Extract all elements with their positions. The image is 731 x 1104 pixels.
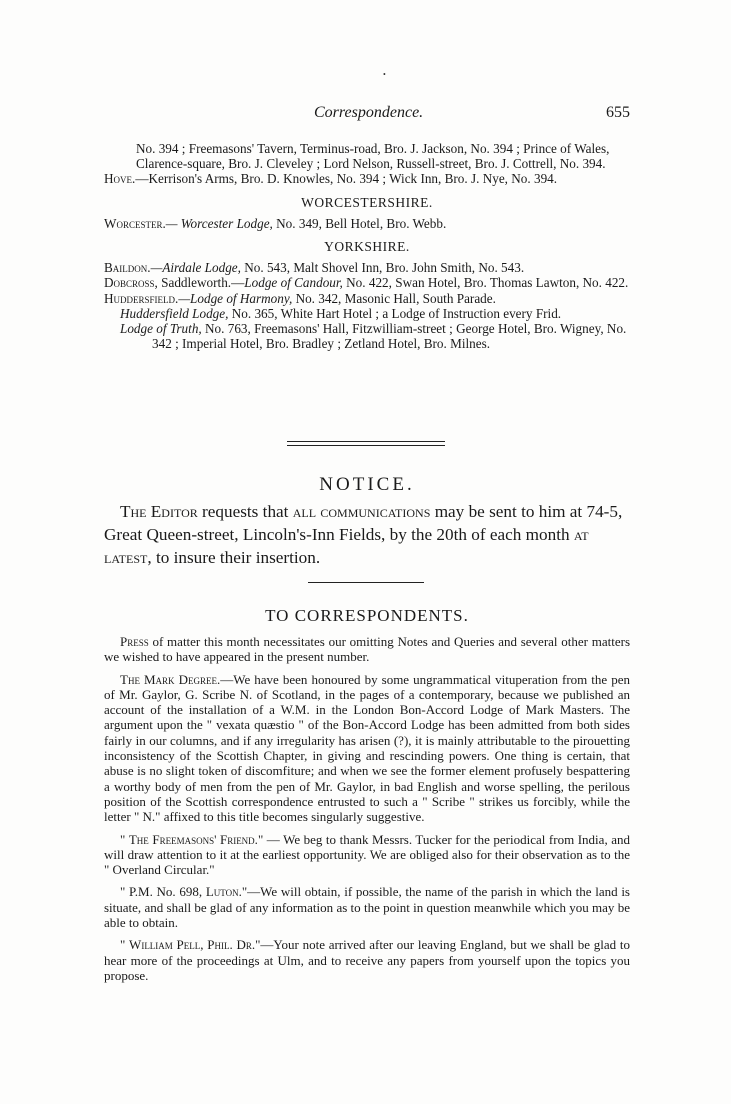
lodge-name: Lodge of Truth, xyxy=(120,321,202,337)
lodge-name: —Lodge of Harmony, xyxy=(178,290,293,306)
place-name: Baildon. xyxy=(104,260,151,276)
lead-word: The Mark Degree. xyxy=(120,671,221,687)
entry-text: No. 763, Freemasons' Hall, Fitzwilliam-street ; George Hotel, Bro. Wigney, No. 342 ; Imperial Hotel, Bro. Bradley ; Zetland Hotel, Bro. Milnes. xyxy=(152,321,627,352)
entry-pre: Saddleworth.— xyxy=(157,275,245,291)
paragraph-text: "—We will obtain, if possible, the name of the parish in which the land is situate, and shall be glad of any information as to the point in question meanwhile which you may be able to obtain. xyxy=(104,884,630,931)
lead-word: The Freemasons' Friend. xyxy=(128,831,258,847)
entry-text: No. 349, Bell Hotel, Bro. Webb. xyxy=(272,215,447,231)
continuation-entry: No. 394 ; Freemasons' Tavern, Terminus-road, Bro. J. Jackson, No. 394 ; Prince of Wales, Clarence-square, Bro. J. Cleveley ; Lord Nelson, Russell-street, Bro. J. Cottrell, No. 394. xyxy=(136,141,610,172)
paragraph-william-pell xyxy=(104,937,630,983)
paragraph-mark-degree xyxy=(104,672,630,825)
quote-open: " P.M. No. 698, xyxy=(120,884,206,900)
entry-baildon xyxy=(104,260,630,275)
paragraph-text: " — We beg to thank Messrs. Tucker for the periodical from India, and will draw attention to it at the earliest opportunity. We are obliged also for their observation as to the " Overland Circular." xyxy=(104,831,630,878)
county-heading-yorkshire: YORKSHIRE. xyxy=(324,239,410,255)
lodge-name: Huddersfield Lodge, xyxy=(120,305,229,321)
place-name: Huddersfield. xyxy=(104,290,179,306)
quote-open: " xyxy=(120,831,129,847)
paragraph-luton xyxy=(104,884,630,930)
notice-part: requests that xyxy=(197,502,293,521)
lodge-name: —Airdale Lodge, xyxy=(150,260,241,276)
lead-word: Press xyxy=(120,634,149,649)
double-rule-bottom xyxy=(287,445,445,446)
notice-part: to insure their insertion. xyxy=(151,548,321,567)
lodge-name: Lodge of Candour, xyxy=(244,275,343,291)
paragraph-text: of matter this month necessitates our omitting Notes and Queries and several other matters we wished to have appeared in the present number. xyxy=(104,634,630,665)
place-name: Hove. xyxy=(104,171,136,187)
lead-word: William Pell, Phil. Dr. xyxy=(129,937,256,953)
entry-worcester xyxy=(104,216,630,231)
notice-at-latest: at latest, xyxy=(104,525,589,567)
section-rule xyxy=(308,582,424,583)
running-title: Correspondence. xyxy=(314,104,424,121)
paragraph-text: —We have been honoured by some ungrammatical vituperation from the pen of Mr. Gaylor, G. Scribe N. of Scotland, in the pages of a contemporary, because we published an account of the installation of a W.M. in the London Bon-Accord Lodge of Mark Masters. The argument upon the " vexata quæstio " of the Bon-Accord Lodge has been admitted from both sides fairly in our columns, and if any irregularity has arisen (?), it is mainly attributable to the pirouetting inconsistency of the Scottish Chapter, in giving and rescinding powers. One thing is certain, that abuse is no slight token of discomfiture; and when we see the former element profusely bespattering a worthy body of men from the pen of Mr. Gaylor, in bad English and worse spelling, the perilous position of the Scottish correspondence entrusted to such a " Scribe " strikes us forcibly, while the letter " N." affixed to this title becomes singularly suggestive. xyxy=(104,671,631,825)
place-name: Dobcross, xyxy=(104,275,158,291)
place-name: Worcester. xyxy=(104,215,166,231)
entry-text: No. 422, Swan Hotel, Bro. Thomas Lawton, No. 422. xyxy=(342,275,629,291)
entry-lodge-of-truth xyxy=(104,321,630,351)
double-rule-top xyxy=(287,441,445,442)
correspondents-section xyxy=(104,634,630,990)
notice-communications: all communications xyxy=(292,502,431,521)
entry-text: No. 543, Malt Shovel Inn, Bro. John Smith, No. 543. xyxy=(240,260,525,276)
entry-text: No. 342, Masonic Hall, South Parade. xyxy=(292,290,496,306)
correspondents-heading: TO CORRESPONDENTS. xyxy=(265,606,469,625)
entry-huddersfield-lodge xyxy=(104,306,630,321)
lodge-name: — Worcester Lodge, xyxy=(165,215,273,231)
paragraph-freemasons-friend xyxy=(104,832,630,878)
quote-open: " xyxy=(120,937,130,953)
entry-hove xyxy=(104,171,630,186)
notice-editor: The Editor xyxy=(120,502,198,521)
page-number: 655 xyxy=(606,104,630,121)
ornament-mark: • xyxy=(383,70,386,79)
paragraph-press xyxy=(104,634,630,665)
paragraph-text: "—Your note arrived after our leaving England, but we shall be glad to hear more of the proceedings at Ulm, and to receive any papers from yourself upon the topics you propose. xyxy=(104,937,630,983)
entry-huddersfield xyxy=(104,291,630,306)
notice-text xyxy=(104,500,630,569)
notice-part: may be sent to him at 74-5, Great Queen-street, Lincoln's-Inn Fields, by the 20th of each month xyxy=(104,502,623,544)
entry-text: —Kerrison's Arms, Bro. D. Knowles, No. 394 ; Wick Inn, Bro. J. Nye, No. 394. xyxy=(135,171,558,187)
running-head xyxy=(100,104,630,128)
notice-heading: NOTICE. xyxy=(319,474,415,495)
lodge-list xyxy=(104,141,630,351)
entry-dobcross xyxy=(104,275,630,290)
lead-word: Luton. xyxy=(205,884,242,900)
county-heading-worcestershire: WORCESTERSHIRE. xyxy=(301,194,433,210)
entry-text: No. 365, White Hart Hotel ; a Lodge of Instruction every Frid. xyxy=(228,305,562,321)
